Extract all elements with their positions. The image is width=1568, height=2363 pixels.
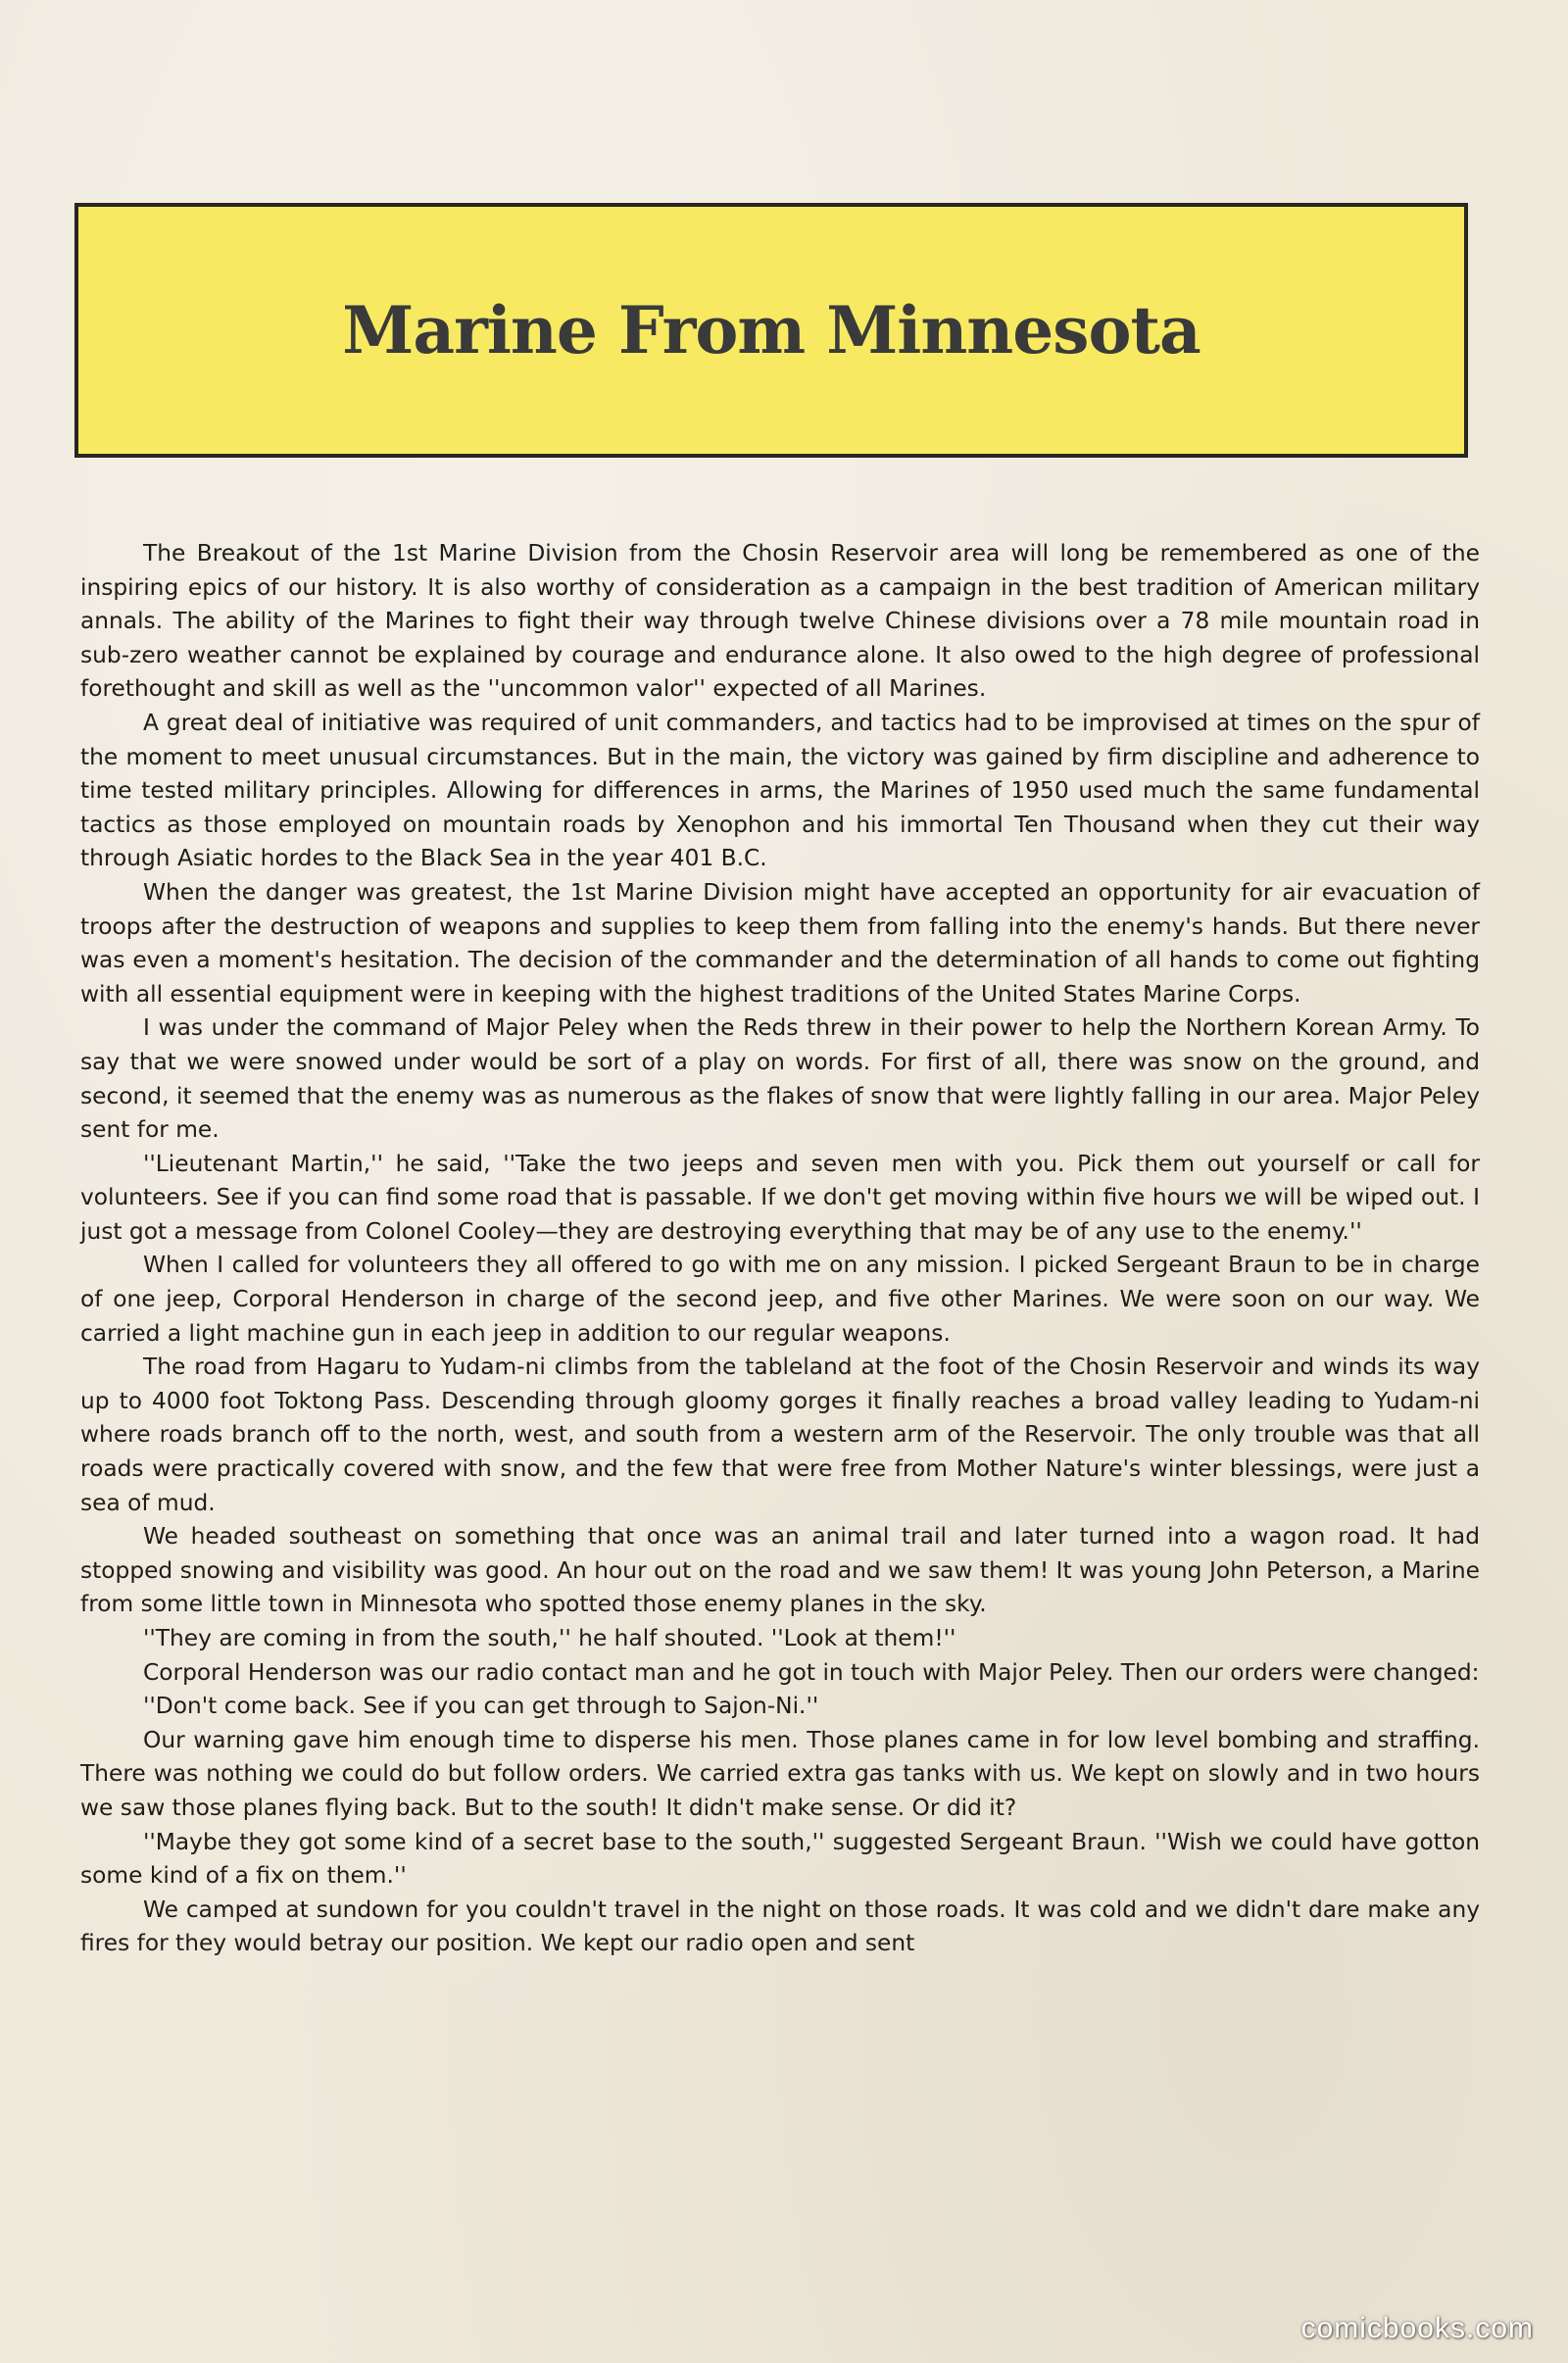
watermark: comicbooks.com (1300, 2312, 1534, 2344)
story-text (80, 537, 1480, 1961)
paragraph: The Breakout of the 1st Marine Division from the Chosin Reservoir area will long be remembered as one of the inspiring epics of our history. It is also worthy of consideration as a campaign in the best tradition of American military annals. The ability of the Marines to fight their way through twelve Chinese divisions over a 78 mile mountain road in sub-zero weather cannot be explained by courage and endurance alone. It also owed to the high degree of professional forethought and skill as well as the ''uncommon valor'' expected of all Marines. (80, 540, 1480, 703)
paragraph: We camped at sundown for you couldn't travel in the night on those roads. It was cold and we didn't dare make any fires for they would betray our position. We kept our radio open and sent (80, 1895, 1480, 1957)
paragraph: When the danger was greatest, the 1st Marine Division might have accepted an opportunity for air evacuation of troops after the destruction of weapons and supplies to keep them from falling into the enemy's hands. But there never was even a moment's hesitation. The decision of the commander and the determination of all hands to come out fighting with all essential equipment were in keeping with the highest traditions of the United States Marine Corps. (80, 878, 1480, 1008)
paragraph: When I called for volunteers they all offered to go with me on any mission. I picked Sergeant Braun to be in charge of one jeep, Corporal Henderson in charge of the second jeep, and five other Marines. We were soon on our way. We carried a light machine gun in each jeep in addition to our regular weapons. (80, 1252, 1480, 1347)
paragraph: ''They are coming in from the south,'' he half shouted. ''Look at them!'' (143, 1625, 956, 1651)
title-banner (74, 203, 1468, 458)
paragraph: Our warning gave him enough time to disperse his men. Those planes came in for low level bombing and straffing. There was nothing we could do but follow orders. We carried extra gas tanks with us. We kept on slowly and in two hours we saw those planes flying back. But to the south! It didn't make sense. Or did it? (80, 1726, 1480, 1821)
paragraph: ''Maybe they got some kind of a secret base to the south,'' suggested Sergeant Braun. ''Wish we could have gotton some kind of a fix on them.'' (80, 1828, 1480, 1890)
paragraph: ''Lieutenant Martin,'' he said, ''Take the two jeeps and seven men with you. Pick them out yourself or call for volunteers. See if you can find some road that is passable. If we don't get moving within five hours we will be wiped out. I just got a message from Colonel Cooley—they are destroying everything that may be of any use to the enemy.'' (80, 1150, 1480, 1245)
paragraph: ''Don't come back. See if you can get through to Sajon-Ni.'' (143, 1693, 819, 1720)
paragraph: Corporal Henderson was our radio contact man and he got in touch with Major Peley. Then our orders were changed: (143, 1658, 1480, 1686)
story-title: Marine From Minnesota (342, 292, 1200, 369)
paragraph: The road from Hagaru to Yudam-ni climbs from the tableland at the foot of the Chosin Reservoir and winds its way up to 4000 foot Toktong Pass. Descending through gloomy gorges it finally reaches a broad valley leading to Yudam-ni where roads branch off to the north, west, and south from a western arm of the Reservoir. The only trouble was that all roads were practically covered with snow, and the few that were free from Mother Nature's winter blessings, were just a sea of mud. (80, 1354, 1480, 1516)
paragraph: A great deal of initiative was required of unit commanders, and tactics had to be improvised at times on the spur of the moment to meet unusual circumstances. But in the main, the victory was gained by firm discipline and adherence to time tested military principles. Allowing for differences in arms, the Marines of 1950 used much the same fundamental tactics as those employed on mountain roads by Xenophon and his immortal Ten Thousand when they cut their way through Asiatic hordes to the Black Sea in the year 401 B.C. (80, 709, 1480, 872)
paragraph: I was under the command of Major Peley when the Reds threw in their power to help the Northern Korean Army. To say that we were snowed under would be sort of a play on words. For first of all, there was snow on the ground, and second, it seemed that the enemy was as numerous as the flakes of snow that were lightly falling in our area. Major Peley sent for me. (80, 1014, 1480, 1144)
paragraph: We headed southeast on something that once was an animal trail and later turned into a wagon road. It had stopped snowing and visibility was good. An hour out on the road and we saw them! It was young John Peterson, a Marine from some little town in Minnesota who spotted those enemy planes in the sky. (80, 1523, 1480, 1618)
